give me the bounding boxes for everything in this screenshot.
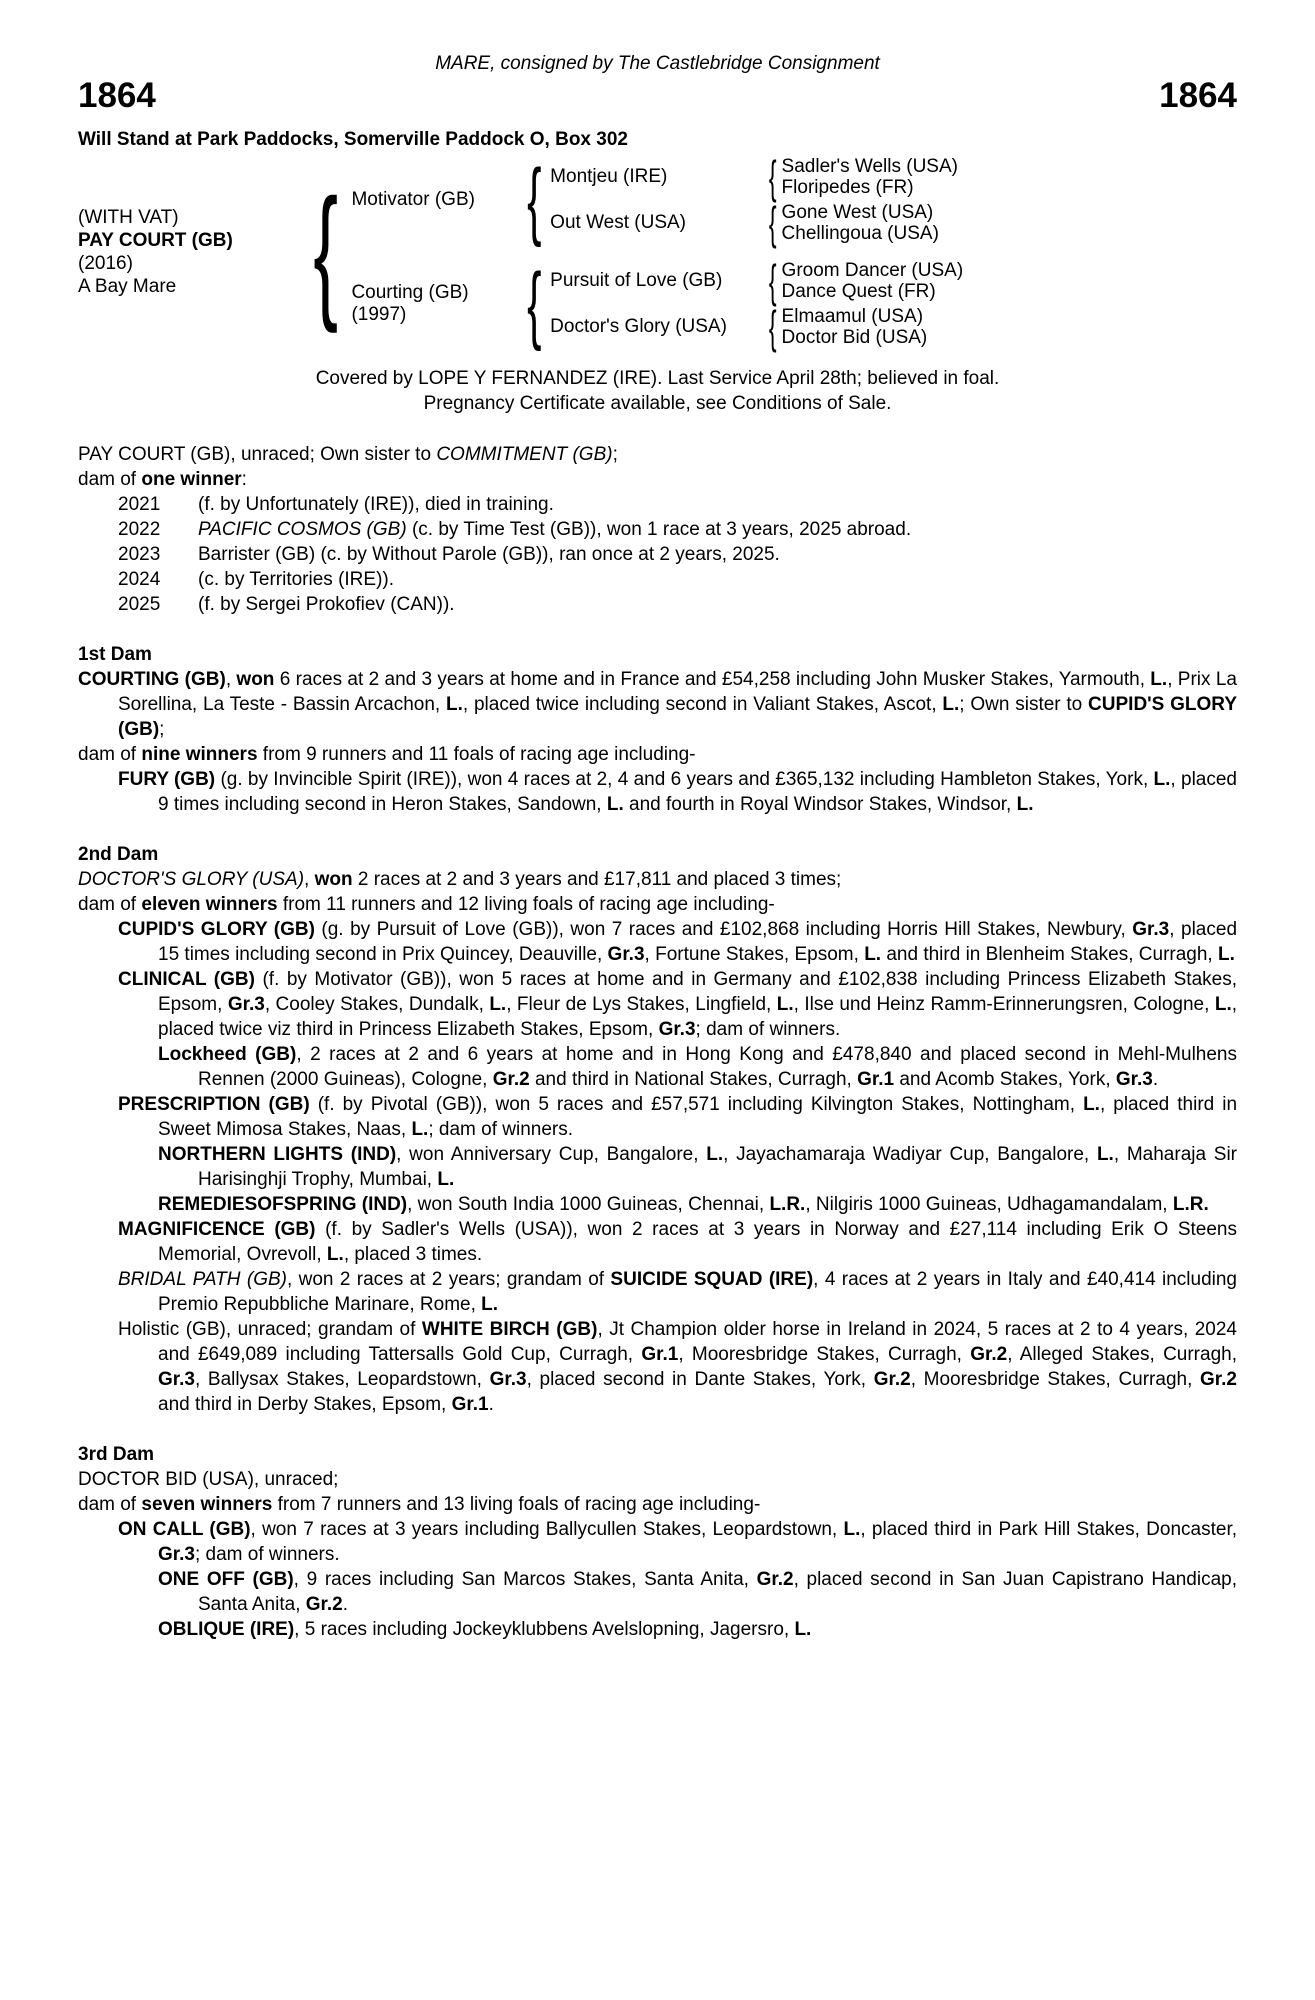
para-oblique: OBLIQUE (IRE), 5 races including Jockeyklubbens Avelslopning, Jagersro, L. <box>158 1618 812 1640</box>
pedigree-subject <box>78 206 300 298</box>
para-magnificence: MAGNIFICENCE (GB) (f. by Sadler's Wells (USA)), won 2 races at 3 years in Norway and £27,114 including Erik O Steens Memorial, Ovrevoll, L., placed 3 times. <box>118 1218 1237 1265</box>
para-on-call: ON CALL (GB), won 7 races at 3 years including Ballycullen Stakes, Leopardstown, L., placed third in Park Hill Stakes, Doncaster, Gr.3; dam of winners. <box>118 1518 1237 1565</box>
para-cupids-glory: CUPID'S GLORY (GB) (g. by Pursuit of Love (GB)), won 7 races and £102,868 including Horris Hill Stakes, Newbury, Gr.3, placed 15 times including second in Prix Quincey, Deauville, Gr.3, Fortune Stakes, Epsom, L. and third in Blenheim Stakes, Curragh, L. <box>118 918 1238 965</box>
produce-text: (f. by Sergei Prokofiev (CAN)). <box>198 593 455 615</box>
lot-number-right: 1864 <box>1159 76 1237 115</box>
grandsire-group <box>550 254 964 307</box>
produce-text: Barrister (GB) (c. by Without Parole (GB)), ran once at 2 years, 2025. <box>198 543 780 565</box>
great-grandparent-name: Doctor Bid (USA) <box>781 326 928 348</box>
granddam-name: Out West (USA) <box>550 211 687 233</box>
para-lockheed: Lockheed (GB), 2 races at 2 and 6 years at home and in Hong Kong and £478,840 and placed second in Mehl-Mulhens Rennen (2000 Guineas), Cologne, Gr.2 and third in National Stakes, Curragh, Gr.1 and Acomb Stakes, York, Gr.3. <box>158 1043 1238 1090</box>
vat-line: (WITH VAT) <box>78 206 179 228</box>
section-1st-dam <box>78 642 1237 817</box>
produce-record <box>118 492 1237 617</box>
section-2nd-dam <box>78 842 1237 1417</box>
produce-row <box>118 567 1237 592</box>
great-grandparent-name: Groom Dancer (USA) <box>781 259 964 281</box>
para-holistic: Holistic (GB), unraced; grandam of WHITE BIRCH (GB), Jt Champion older horse in Ireland in 2024, 5 races at 2 to 4 years, 2024 and £649,089 including Tattersalls Gold Cup, Curragh, Gr.1, Mooresbridge Stakes, Curragh, Gr.2, Alleged Stakes, Curragh, Gr.3, Ballysax Stakes, Leopardstown, Gr.3, placed second in Dante Stakes, York, Gr.2, Mooresbridge Stakes, Curragh, Gr.2 and third in Derby Stakes, Epsom, Gr.1. <box>118 1318 1237 1415</box>
great-grandparents <box>782 202 939 244</box>
para-doctor-bid: DOCTOR BID (USA), unraced; <box>78 1468 339 1490</box>
pedigree-text <box>78 442 1237 1642</box>
produce-text: (c. by Territories (IRE)). <box>198 568 395 590</box>
para-one-off: ONE OFF (GB), 9 races including San Marcos Stakes, Santa Anita, Gr.2, placed second in San Juan Capistrano Handicap, Santa Anita, Gr.2. <box>158 1568 1237 1615</box>
subject-year: (2016) <box>78 252 133 274</box>
dam-year: (1997) <box>351 303 407 325</box>
para-doctors-glory: DOCTOR'S GLORY (USA), won 2 races at 2 and 3 years and £17,811 and placed 3 times; <box>78 868 842 890</box>
covered-statement <box>78 366 1237 416</box>
produce-row <box>118 542 1237 567</box>
para-dam-of-eleven-winners: dam of eleven winners from 11 runners and 12 living foals of racing age including- <box>78 893 775 915</box>
section-3rd-dam <box>78 1442 1237 1642</box>
grandsire-brace-icon: { <box>769 150 777 203</box>
para-dam-of-nine-winners: dam of nine winners from 9 runners and 11 foals of racing age including- <box>78 743 696 765</box>
grandsire-name: Pursuit of Love (GB) <box>550 269 723 291</box>
pedigree-root-brace-icon: { <box>313 168 339 334</box>
dam-group <box>351 254 964 353</box>
lot-number-row <box>78 78 1237 115</box>
produce-text: (f. by Unfortunately (IRE)), died in training. <box>198 493 554 515</box>
para-prescription: PRESCRIPTION (GB) (f. by Pivotal (GB)), won 5 races and £57,571 including Kilvington Stakes, Nottingham, L., placed third in Sweet Mimosa Stakes, Naas, L.; dam of winners. <box>118 1093 1238 1140</box>
subject-name: PAY COURT (GB) <box>78 229 233 251</box>
produce-year: 2021 <box>118 493 161 515</box>
great-grandparent-name: Dance Quest (FR) <box>781 280 936 302</box>
pedigree-table <box>78 150 1237 353</box>
produce-year: 2025 <box>118 593 161 615</box>
stand-location-line: Will Stand at Park Paddocks, Somerville Paddock O, Box 302 <box>78 128 628 150</box>
great-grandparents <box>782 306 928 348</box>
great-grandparent-name: Chellingoua (USA) <box>781 222 939 244</box>
produce-row <box>118 517 1237 542</box>
produce-year: 2024 <box>118 568 161 590</box>
dam-name: Courting (GB) <box>351 281 469 303</box>
dam-grandparents-column <box>550 254 964 353</box>
dam-name-block <box>351 282 519 326</box>
para-courting: COURTING (GB), won 6 races at 2 and 3 years at home and in France and £54,258 including John Musker Stakes, Yarmouth, L., Prix La Sorellina, La Teste - Bassin Arcachon, L., placed twice including second in Valiant Stakes, Ascot, L.; Own sister to CUPID'S GLORY (GB); <box>78 668 1237 740</box>
para-clinical: CLINICAL (GB) (f. by Motivator (GB)), won 5 races at home and in Germany and £102,838 including Princess Elizabeth Stakes, Epsom, Gr.3, Cooley Stakes, Dundalk, L., Fleur de Lys Stakes, Lingfield, L., Ilse und Heinz Ramm-Erinnerungsren, Cologne, L., placed twice viz third in Princess Elizabeth Stakes, Epsom, Gr.3; dam of winners. <box>118 968 1238 1040</box>
para-dam-of-one-winner: dam of one winner: <box>78 468 247 490</box>
subject-description: A Bay Mare <box>78 275 177 297</box>
para-bridal-path: BRIDAL PATH (GB), won 2 races at 2 years; grandam of SUICIDE SQUAD (IRE), 4 races at 2 years in Italy and £40,414 including Premio Repubbliche Marinare, Rome, L. <box>118 1268 1238 1315</box>
section-heading: 1st Dam <box>78 643 152 665</box>
sire-name: Motivator (GB) <box>351 188 475 210</box>
lot-number-left: 1864 <box>78 76 156 115</box>
great-grandparent-name: Sadler's Wells (USA) <box>781 155 958 177</box>
covered-line-2: Pregnancy Certificate available, see Conditions of Sale. <box>423 392 892 414</box>
consignment-line: MARE, consigned by The Castlebridge Consignment <box>435 53 880 74</box>
para-pay-court: PAY COURT (GB), unraced; Own sister to COMMITMENT (GB); <box>78 443 618 465</box>
section-heading: 2nd Dam <box>78 843 159 865</box>
produce-year: 2023 <box>118 543 161 565</box>
granddam-brace-icon: { <box>769 300 777 353</box>
great-grandparent-name: Elmaamul (USA) <box>781 305 924 327</box>
produce-text: PACIFIC COSMOS (GB) (c. by Time Test (GB)), won 1 race at 3 years, 2025 abroad. <box>198 518 912 540</box>
granddam-group <box>550 196 958 249</box>
grandsire-name: Montjeu (IRE) <box>550 165 668 187</box>
great-grandparents <box>782 260 964 302</box>
dam-brace-icon: { <box>527 255 542 352</box>
covered-line-1: Covered by LOPE Y FERNANDEZ (IRE). Last Service April 28th; believed in foal. <box>315 367 1000 389</box>
sire-group <box>351 150 963 249</box>
sire-grandparents-column <box>550 150 958 249</box>
granddam-name: Doctor's Glory (USA) <box>550 315 727 337</box>
grandsire-brace-icon: { <box>769 254 777 307</box>
great-grandparents <box>782 156 958 198</box>
produce-row <box>118 592 1237 617</box>
grandsire-group <box>550 150 958 203</box>
granddam-brace-icon: { <box>769 196 777 249</box>
section-heading: 3rd Dam <box>78 1443 155 1465</box>
para-northern-lights: NORTHERN LIGHTS (IND), won Anniversary Cup, Bangalore, L., Jayachamaraja Wadiyar Cup, Bangalore, L., Maharaja Sir Harisinghji Trophy, Mumbai, L. <box>158 1143 1237 1190</box>
great-grandparent-name: Gone West (USA) <box>781 201 934 223</box>
sire-brace-icon: { <box>527 151 542 248</box>
produce-row <box>118 492 1237 517</box>
para-remediesofspring: REMEDIESOFSPRING (IND), won South India 1000 Guineas, Chennai, L.R., Nilgiris 1000 Guineas, Udhagamandalam, L.R. <box>158 1193 1209 1215</box>
produce-year: 2022 <box>118 518 161 540</box>
great-grandparent-name: Floripedes (FR) <box>781 176 914 198</box>
para-fury: FURY (GB) (g. by Invincible Spirit (IRE)), won 4 races at 2, 4 and 6 years and £365,132 including Hambleton Stakes, York, L., placed 9 times including second in Heron Stakes, Sandown, L. and fourth in Royal Windsor Stakes, Windsor, L. <box>118 768 1237 815</box>
pedigree-parents-column <box>351 150 964 353</box>
para-dam-of-seven-winners: dam of seven winners from 7 runners and 13 living foals of racing age including- <box>78 1493 761 1515</box>
granddam-group <box>550 300 963 353</box>
